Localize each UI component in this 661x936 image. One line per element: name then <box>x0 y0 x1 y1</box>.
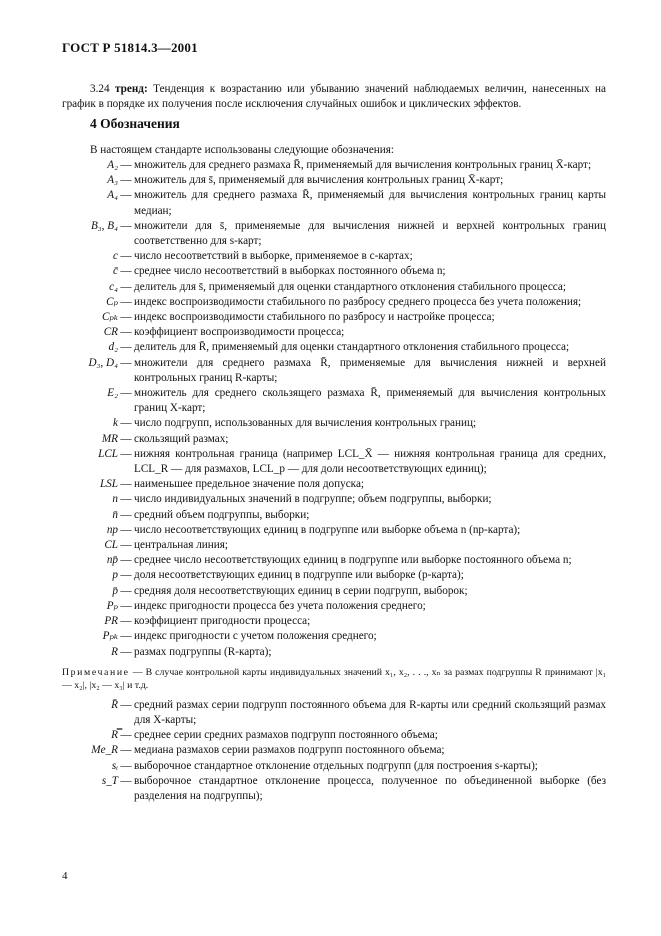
definition-dash: — <box>120 774 132 787</box>
definition-dash: — <box>120 508 132 521</box>
definition-symbol: c̄ <box>113 265 118 278</box>
definition-text: скользящий размах; <box>134 432 229 445</box>
definition-dash: — <box>120 554 132 567</box>
definition-symbol: np <box>106 523 118 536</box>
definition-dash: — <box>120 645 132 658</box>
definition-text: множитель для среднего размаха R̄, применяемый для вычисления контрольных границ карты медиан; <box>134 189 606 217</box>
page-number: 4 <box>62 870 68 882</box>
definition-text: медиана размахов серии размахов подгрупп постоянного объема; <box>134 744 445 757</box>
definition-item <box>62 356 606 386</box>
definition-item <box>62 295 606 310</box>
definition-text: делитель для s̄, применяемый для оценки стандартного отклонения стабильного процесса; <box>134 280 566 293</box>
definition-symbol: R̿ <box>111 729 118 742</box>
clause-number: 3.24 <box>90 83 110 95</box>
definition-text: коэффициент пригодности процесса; <box>134 615 311 628</box>
definition-symbol: MR <box>101 432 118 445</box>
definition-item <box>62 280 606 295</box>
definition-text: выборочное стандартное отклонение процесса, полученное по объединенной выборке (без разделения на подгруппы); <box>134 774 606 802</box>
definition-dash: — <box>120 698 132 711</box>
definition-symbol: CL <box>104 539 118 552</box>
definition-dash: — <box>120 326 132 339</box>
definition-text: коэффициент воспроизводимости процесса; <box>134 326 345 339</box>
note-text: — В случае контрольной карты индивидуальных значений x₁, x₂, . . ., xₙ за размах подгруппы R принимают |x₁ — x₂|, |x₂ — x₃| и т.д. <box>62 666 607 691</box>
definition-dash: — <box>120 447 132 460</box>
term: тренд: <box>115 83 148 95</box>
definition-item <box>62 264 606 279</box>
definition-symbol: R <box>111 645 118 658</box>
definition-item <box>62 774 606 804</box>
definition-dash: — <box>120 478 132 491</box>
definition-dash: — <box>120 729 132 742</box>
definition-text: средний объем подгруппы, выборки; <box>134 508 310 521</box>
definition-item <box>62 340 606 355</box>
definition-item <box>62 728 606 743</box>
term-definition: Тенденция к возрастанию или убыванию значений наблюдаемых величин, нанесенных на график в порядке их получения после исключения случайных ошибок и циклических эффектов. <box>62 83 607 110</box>
definition-dash: — <box>120 174 132 187</box>
definition-symbol: n̄ <box>112 508 118 521</box>
definition-item <box>62 219 606 249</box>
definition-item <box>62 743 606 758</box>
definition-item <box>62 645 606 660</box>
definition-symbol: E₂ <box>107 387 118 400</box>
definition-item <box>62 416 606 431</box>
definition-dash: — <box>120 311 132 324</box>
definition-item <box>62 477 606 492</box>
definition-dash: — <box>120 539 132 552</box>
definition-text: среднее число несоответствующих единиц в подгруппе или выборке постоянного объема n; <box>134 554 572 567</box>
definition-dash: — <box>120 387 132 400</box>
definition-text: средний размах серии подгрупп постоянного объема для R-карты или средний скользящий размах для X-карты; <box>134 698 606 726</box>
definition-dash: — <box>120 219 132 232</box>
definition-item <box>62 553 606 568</box>
definition-dash: — <box>120 250 132 263</box>
note-lead: Примечание <box>62 666 130 678</box>
definition-symbol: Cₚₖ <box>101 311 118 324</box>
definition-item <box>62 249 606 264</box>
definition-symbol: LCL <box>98 447 118 460</box>
definition-item <box>62 386 606 416</box>
definition-symbol: np̄ <box>106 554 118 567</box>
definition-dash: — <box>120 569 132 582</box>
document-header: ГОСТ Р 51814.3—2001 <box>62 40 198 55</box>
definition-item <box>62 492 606 507</box>
definition-symbol: k <box>113 417 118 430</box>
definition-text: центральная линия; <box>134 539 229 552</box>
definition-symbol: A₄ <box>107 189 118 202</box>
definition-item <box>62 447 606 477</box>
definition-item <box>62 698 606 728</box>
definition-dash: — <box>120 523 132 536</box>
definition-dash: — <box>120 493 132 506</box>
definition-item <box>62 538 606 553</box>
definition-dash: — <box>120 759 132 772</box>
definition-symbol: p̄ <box>112 584 118 597</box>
definition-text: множитель для s̄, применяемый для вычисления контрольных границ X̄-карт; <box>134 174 504 187</box>
definition-dash: — <box>120 599 132 612</box>
definition-text: среднее серии средних размахов подгрупп постоянного объема; <box>134 729 438 742</box>
definition-dash: — <box>120 280 132 293</box>
definition-symbol: p <box>112 569 118 582</box>
definition-item <box>62 584 606 599</box>
section-intro: В настоящем стандарте использованы следующие обозначения: <box>90 144 395 156</box>
definition-item <box>62 568 606 583</box>
definition-symbol: s_T <box>101 774 118 787</box>
definition-dash: — <box>120 432 132 445</box>
definition-symbol: sᵢ <box>111 759 118 772</box>
section-title: 4 Обозначения <box>90 116 180 131</box>
definition-item <box>62 599 606 614</box>
definition-symbol: PR <box>104 615 118 628</box>
definition-item <box>62 614 606 629</box>
definition-text: множитель для среднего размаха R̄, применяемый для вычисления контрольных границ X̄-карт; <box>134 159 592 171</box>
definition-text: доля несоответствующих единиц в подгруппе или выборке (p-карта); <box>134 569 464 582</box>
definition-symbol: A₂ <box>107 159 118 171</box>
note <box>62 666 606 692</box>
definition-text: множители для s̄, применяемые для вычисления нижней и верхней контрольных границ соответственно для s-карт; <box>134 219 606 248</box>
definitions-list <box>62 158 606 804</box>
definition-text: число индивидуальных значений в подгруппе; объем подгруппы, выборки; <box>134 493 492 506</box>
definition-symbol: c₄ <box>109 280 118 293</box>
definition-text: множитель для среднего скользящего размаха R̄, применяемый для вычисления контрольных границ X-карт; <box>134 387 606 415</box>
definition-symbol: Pₚₖ <box>102 630 118 643</box>
definition-dash: — <box>120 159 132 171</box>
definition-text: размах подгруппы (R-карта); <box>134 645 272 658</box>
definition-text: выборочное стандартное отклонение отдельных подгрупп (для построения s-карты); <box>134 759 538 772</box>
definition-symbol: D₃, D₄ <box>88 356 118 369</box>
definition-item <box>62 310 606 325</box>
definition-dash: — <box>120 630 132 643</box>
definition-dash: — <box>120 615 132 628</box>
definition-item <box>62 173 606 188</box>
definition-dash: — <box>120 584 132 597</box>
definition-item <box>62 508 606 523</box>
definition-symbol: Cₚ <box>106 295 118 308</box>
definition-symbol: Me_R <box>91 744 118 757</box>
definition-text: индекс пригодности с учетом положения среднего; <box>134 630 377 643</box>
definition-dash: — <box>120 265 132 278</box>
definition-text: среднее число несоответствий в выборках постоянного объема n; <box>134 265 446 278</box>
definition-text: множители для среднего размаха R̄, применяемые для вычисления нижней и верхней контрольных границ R-карты; <box>134 356 606 384</box>
definition-dash: — <box>120 417 132 430</box>
definition-symbol: c <box>113 250 118 263</box>
definition-text: число подгрупп, использованных для вычисления контрольных границ; <box>134 417 477 430</box>
definition-symbol: n <box>112 493 118 506</box>
definition-symbol: Pₚ <box>106 599 118 612</box>
definition-symbol: A₃ <box>107 174 118 187</box>
definition-dash: — <box>120 295 132 308</box>
definition-symbol: CR <box>103 326 118 339</box>
definition-item <box>62 325 606 340</box>
definition-text: индекс воспроизводимости стабильного по разбросу среднего процесса без учета положения; <box>134 295 582 308</box>
definition-dash: — <box>120 189 132 202</box>
definition-text: нижняя контрольная граница (например LCL_X̄ — нижняя контрольная граница для средних, LCL_R — для размахов, LCL_p — для доли несоответствующих единиц); <box>134 447 606 476</box>
definition-item <box>62 432 606 447</box>
definition-text: наименьшее предельное значение поля допуска; <box>134 478 365 491</box>
definition-text: индекс воспроизводимости стабильного по разбросу и настройке процесса; <box>134 311 495 324</box>
definition-item <box>62 158 606 173</box>
definition-text: число несоответствий в выборке, применяемое в c-картах; <box>134 250 413 263</box>
definition-symbol: d₂ <box>108 341 118 354</box>
definition-text: средняя доля несоответствующих единиц в серии подгрупп, выборок; <box>134 584 468 597</box>
definition-dash: — <box>120 356 132 369</box>
definition-text: делитель для R̄, применяемый для оценки стандартного отклонения стабильного процесса; <box>134 341 570 354</box>
definition-symbol: LSL <box>99 478 118 491</box>
definition-text: индекс пригодности процесса без учета положения среднего; <box>134 599 426 612</box>
paragraph-3-24 <box>62 82 606 112</box>
definition-item <box>62 629 606 644</box>
definition-item <box>62 759 606 774</box>
definition-text: число несоответствующих единиц в подгруппе или выборке объема n (np-карта); <box>134 523 521 536</box>
definition-symbol: R̄ <box>111 698 118 711</box>
definition-symbol: B₃, B₄ <box>90 219 118 232</box>
definition-item <box>62 188 606 218</box>
definition-dash: — <box>120 744 132 757</box>
definition-dash: — <box>120 341 132 354</box>
definition-item <box>62 523 606 538</box>
